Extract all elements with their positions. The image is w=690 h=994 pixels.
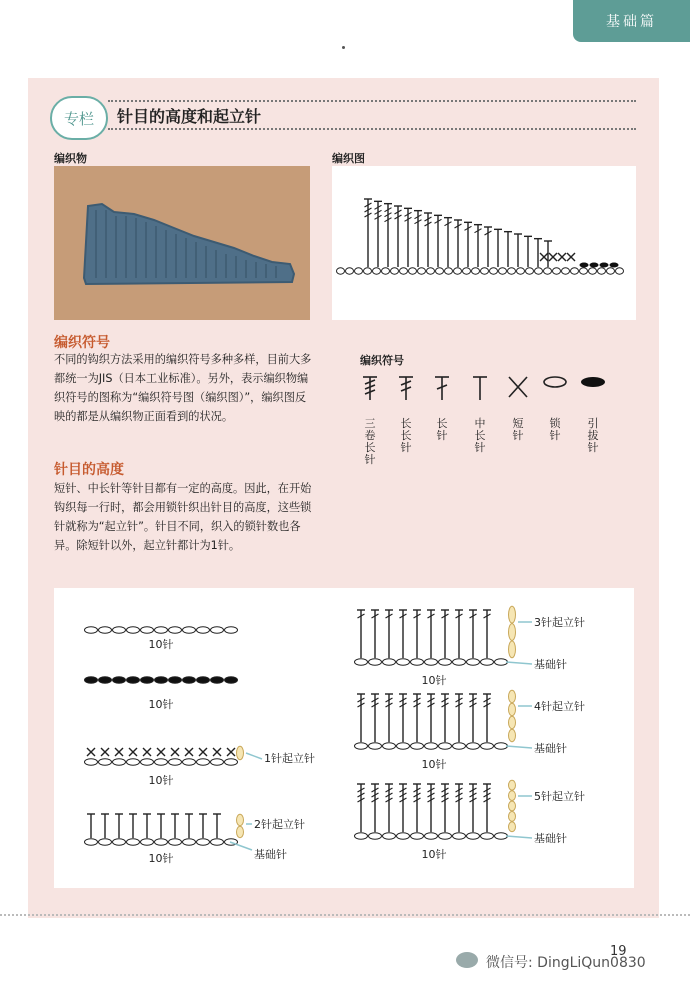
slip-stitch	[610, 263, 619, 268]
header-dash-bottom	[108, 128, 636, 130]
chain-stitch	[383, 743, 396, 749]
fabric-photo	[54, 166, 310, 320]
chain-stitch	[453, 659, 466, 665]
double-treble-icon	[399, 377, 413, 400]
chain-stitch	[373, 268, 381, 274]
chain-stitch	[571, 268, 579, 274]
chain-stitch	[580, 268, 588, 274]
chain-stitch	[397, 659, 410, 665]
chain-stitch	[439, 833, 452, 839]
slip-stitch	[85, 677, 98, 683]
slip-stitch	[183, 677, 196, 683]
chain-stitch	[427, 268, 435, 274]
chain-stitch	[467, 659, 480, 665]
turning-chain	[237, 814, 244, 825]
slip-stitch	[225, 677, 238, 683]
chain-stitch	[526, 268, 534, 274]
foundation-label: 基础针	[534, 658, 567, 671]
chain-stitch	[490, 268, 498, 274]
turning-chain	[509, 716, 516, 728]
chain-stitch	[481, 833, 494, 839]
chain-stitch	[141, 627, 154, 633]
chart-label: 编织图	[332, 152, 365, 165]
turning-chain	[509, 624, 516, 641]
column-badge-label: 专栏	[63, 109, 94, 128]
chain-stitch	[355, 659, 368, 665]
chain-stitch	[197, 839, 210, 845]
chain-stitch	[383, 659, 396, 665]
chain-stitch	[355, 743, 368, 749]
chain-stitch	[425, 743, 438, 749]
slip-stitch	[113, 677, 126, 683]
chain-stitch	[598, 268, 606, 274]
examples-svg	[54, 588, 634, 888]
chain-stitch	[535, 268, 543, 274]
symbol-icons	[355, 368, 615, 402]
turning-chain	[509, 822, 516, 832]
chain-stitch	[211, 627, 224, 633]
dot-mark	[342, 46, 345, 49]
slip-stitch-icon	[581, 377, 605, 387]
slip-stitch	[127, 677, 140, 683]
turning-chain	[237, 826, 244, 837]
chain-stitch	[454, 268, 462, 274]
chain-stitch	[383, 833, 396, 839]
chain-stitch	[382, 268, 390, 274]
turning-chain	[509, 703, 516, 715]
leader-line	[506, 836, 532, 838]
half-treble-icon	[473, 377, 487, 400]
chain-stitch	[439, 659, 452, 665]
foundation-label: 基础针	[534, 742, 567, 755]
chain-stitch	[369, 659, 382, 665]
slip-stitch	[211, 677, 224, 683]
slip-stitch	[99, 677, 112, 683]
chain-stitch	[453, 833, 466, 839]
treble-icon	[435, 377, 449, 400]
chain-stitch	[127, 759, 140, 765]
count-label: 10针	[148, 638, 174, 651]
chain-stitch	[225, 759, 238, 765]
section-tab	[573, 0, 690, 42]
chain-stitch	[481, 659, 494, 665]
chain-stitch	[369, 743, 382, 749]
chain-stitch	[113, 839, 126, 845]
chain-stitch	[517, 268, 525, 274]
section-height-title: 针目的高度	[54, 462, 124, 478]
turning-label: 1针起立针	[264, 752, 315, 765]
chain-stitch	[355, 268, 363, 274]
chain-stitch	[508, 268, 516, 274]
chain-stitch	[391, 268, 399, 274]
chain-stitch	[425, 659, 438, 665]
chain-stitch	[99, 759, 112, 765]
chain-stitch	[445, 268, 453, 274]
foundation-label: 基础针	[254, 848, 287, 861]
leader-line	[230, 842, 252, 850]
chain-stitch	[113, 759, 126, 765]
turning-chain	[509, 801, 516, 811]
chain-stitch	[453, 743, 466, 749]
chain-stitch	[85, 759, 98, 765]
turning-chain	[509, 606, 516, 623]
turning-label: 2针起立针	[254, 818, 305, 831]
chain-stitch	[169, 759, 182, 765]
chain-stitch	[400, 268, 408, 274]
chain-stitch	[481, 743, 494, 749]
chain-stitch	[589, 268, 597, 274]
chain-stitch	[397, 833, 410, 839]
foundation-label: 基础针	[534, 832, 567, 845]
count-label: 10针	[148, 852, 174, 865]
leader-line	[506, 746, 532, 748]
count-label: 10针	[148, 774, 174, 787]
chain-stitch	[411, 833, 424, 839]
chain-stitch	[467, 833, 480, 839]
count-label: 10针	[421, 674, 447, 687]
chain-stitch	[409, 268, 417, 274]
turning-chain	[509, 690, 516, 702]
chain-stitch	[127, 839, 140, 845]
footer-rule	[0, 914, 690, 916]
symbol-label: 短针	[512, 417, 524, 442]
symbols-label: 编织符号	[360, 354, 404, 367]
chain-stitch	[562, 268, 570, 274]
turning-label: 3针起立针	[534, 616, 585, 629]
chain-stitch	[169, 839, 182, 845]
symbol-label: 三卷长针	[364, 417, 376, 466]
chain-stitch	[169, 627, 182, 633]
slip-stitch	[580, 263, 589, 268]
chain-stitch	[607, 268, 615, 274]
column-badge	[50, 96, 108, 140]
chain-stitch	[411, 743, 424, 749]
chain-stitch	[113, 627, 126, 633]
turning-chain	[509, 780, 516, 790]
chain-stitch	[463, 268, 471, 274]
chain-stitch	[127, 627, 140, 633]
chain-stitch	[495, 659, 508, 665]
slip-stitch	[141, 677, 154, 683]
chain-stitch	[616, 268, 624, 274]
page-title: 针目的高度和起立针	[117, 107, 262, 126]
header-dash-top	[108, 100, 636, 102]
chain-stitch	[197, 759, 210, 765]
count-label: 10针	[148, 698, 174, 711]
section-tab-label: 基础篇	[606, 14, 657, 30]
chain-stitch	[211, 839, 224, 845]
chain-stitch	[155, 839, 168, 845]
turning-chain	[509, 791, 516, 801]
chain-stitch	[439, 743, 452, 749]
stitch-chart	[332, 166, 636, 320]
fabric-swatch-image	[54, 166, 310, 320]
symbol-label: 锁针	[549, 417, 561, 442]
chain-stitch	[337, 268, 345, 274]
count-label: 10针	[421, 758, 447, 771]
chain-stitch	[369, 833, 382, 839]
chain-stitch	[225, 627, 238, 633]
symbol-label: 中长针	[474, 417, 486, 454]
chain-stitch	[436, 268, 444, 274]
chain-stitch	[141, 839, 154, 845]
turning-chain	[509, 812, 516, 822]
chain-stitch	[183, 627, 196, 633]
section-symbols-title: 编织符号	[54, 335, 110, 351]
wechat-id: 微信号: DingLiQun0830	[486, 955, 646, 971]
single-crochet-icon	[509, 377, 527, 397]
slip-stitch	[155, 677, 168, 683]
chain-stitch	[544, 268, 552, 274]
chain-stitch	[364, 268, 372, 274]
symbol-label: 长针	[436, 417, 448, 442]
chain-stitch	[553, 268, 561, 274]
chain-stitch	[472, 268, 480, 274]
count-label: 10针	[421, 848, 447, 861]
chain-stitch	[495, 743, 508, 749]
wechat-icon	[456, 952, 478, 968]
turning-chain	[509, 641, 516, 658]
leader-line	[246, 753, 262, 759]
chain-stitch	[99, 627, 112, 633]
chain-stitch	[211, 759, 224, 765]
section-height-text: 短针、中长针等针目都有一定的高度。因此，在开始钩织每一行时，都会用锁针织出针目的高度，这些锁针就称为“起立针”。针目不同，织入的锁针数也各异。除短针以外，起立针都计为1针。	[54, 482, 312, 552]
chain-stitch	[495, 833, 508, 839]
chain-stitch	[355, 833, 368, 839]
chain-stitch	[155, 627, 168, 633]
stitch-chart-svg	[332, 166, 636, 320]
chain-stitch	[481, 268, 489, 274]
chain-stitch	[425, 833, 438, 839]
turning-label: 4针起立针	[534, 700, 585, 713]
chain-stitch	[411, 659, 424, 665]
chain-stitch	[499, 268, 507, 274]
slip-stitch	[197, 677, 210, 683]
symbol-label: 长长针	[400, 417, 412, 454]
fabric-label: 编织物	[54, 152, 87, 165]
chain-stitch	[141, 759, 154, 765]
chain-stitch	[467, 743, 480, 749]
chain-stitch	[397, 743, 410, 749]
chain-stitch	[418, 268, 426, 274]
slip-stitch	[169, 677, 182, 683]
chain-stitch	[99, 839, 112, 845]
chain-stitch	[183, 759, 196, 765]
symbol-label: 引拔针	[587, 417, 599, 454]
chain-stitch	[85, 627, 98, 633]
slip-stitch	[600, 263, 609, 268]
slip-stitch	[590, 263, 599, 268]
turning-chain	[237, 746, 244, 759]
chain-stitch	[346, 268, 354, 274]
examples-box	[54, 588, 634, 888]
turning-chain	[509, 729, 516, 741]
triple-treble-icon	[363, 377, 377, 400]
chain-stitch	[85, 839, 98, 845]
page-number: 19	[610, 944, 627, 959]
chain-stitch	[183, 839, 196, 845]
chain-stitch	[197, 627, 210, 633]
chain-stitch	[155, 759, 168, 765]
leader-line	[506, 662, 532, 664]
chain-icon	[544, 377, 566, 387]
turning-label: 5针起立针	[534, 790, 585, 803]
section-symbols-text: 不同的钩织方法采用的编织符号多种多样，目前大多都统一为JIS（日本工业标准）。另外，表示编织物编织符号的图称为“编织符号图（编织图）”，编织图反映的都是从编织物正面看到的状况。	[54, 353, 312, 423]
